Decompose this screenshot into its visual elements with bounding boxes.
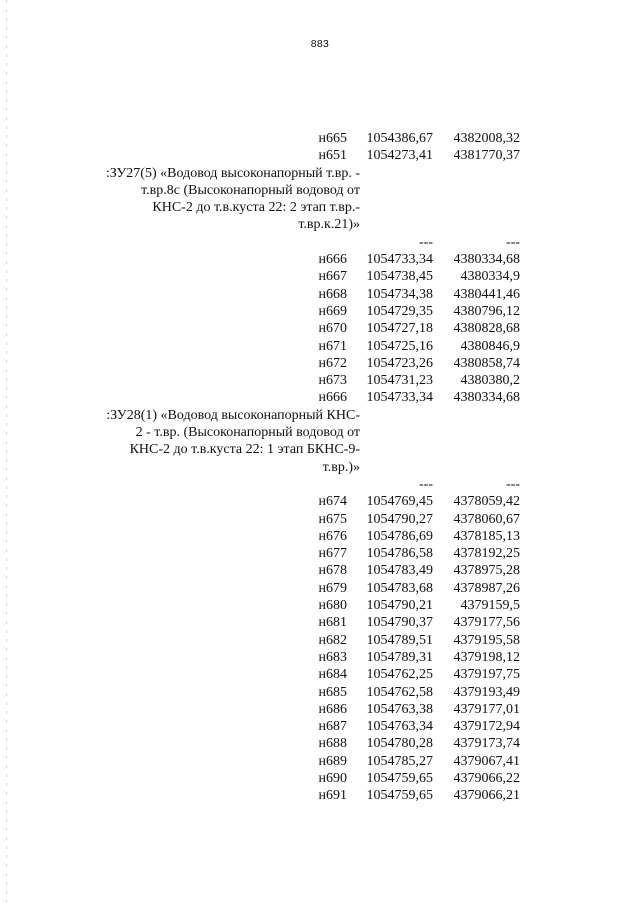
y-coordinate: 4378192,25	[453, 546, 520, 562]
coordinate-row	[60, 562, 520, 579]
separator-row	[60, 476, 520, 493]
y-coordinate: 4379193,49	[453, 684, 520, 700]
y-coordinate: 4379066,22	[453, 770, 520, 786]
y-coordinate: 4380441,46	[453, 286, 520, 302]
x-coordinate: 1054783,68	[366, 580, 433, 596]
point-id: н676	[318, 528, 347, 544]
point-id: н672	[318, 355, 347, 371]
coordinate-row	[60, 666, 520, 683]
x-coordinate: 1054790,21	[366, 598, 433, 614]
x-coordinate: 1054273,41	[366, 148, 433, 164]
coordinate-row	[60, 303, 520, 320]
coordinate-row	[60, 580, 520, 597]
section-title-line: т.вр.к.21)»	[298, 217, 360, 233]
coordinate-row	[60, 147, 520, 164]
x-coordinate: 1054727,18	[366, 321, 433, 337]
separator-row	[60, 234, 520, 251]
point-id: н674	[318, 494, 347, 510]
y-coordinate: 4378185,13	[453, 528, 520, 544]
section-title-line: т.вр.)»	[322, 459, 360, 475]
coordinate-row	[60, 389, 520, 406]
x-coordinate: 1054733,34	[366, 252, 433, 268]
x-coordinate: 1054763,38	[366, 701, 433, 717]
y-coordinate: ---	[506, 476, 520, 492]
coordinate-row	[60, 372, 520, 389]
coordinate-row	[60, 718, 520, 735]
y-coordinate: 4380858,74	[453, 355, 520, 371]
section-title-line: КНС-2 до т.в.куста 22: 1 этап БКНС-9-	[129, 442, 360, 458]
y-coordinate: 4380828,68	[453, 321, 520, 337]
point-id: н651	[318, 148, 347, 164]
coordinate-row	[60, 268, 520, 285]
section-title-line: 2 - т.вр. (Высоконапорный водовод от	[135, 425, 360, 441]
y-coordinate: 4378060,67	[453, 511, 520, 527]
coordinate-row	[60, 286, 520, 303]
x-coordinate: 1054786,58	[366, 546, 433, 562]
point-id: н669	[318, 303, 347, 319]
x-coordinate: 1054734,38	[366, 286, 433, 302]
point-id: н667	[318, 269, 347, 285]
point-id: н671	[318, 338, 347, 354]
section-title-line: :ЗУ28(1) «Водовод высоконапорный КНС-	[106, 407, 360, 423]
y-coordinate: 4381770,37	[453, 148, 520, 164]
x-coordinate: 1054762,25	[366, 667, 433, 683]
coordinates-list	[60, 130, 520, 805]
point-id: н680	[318, 598, 347, 614]
y-coordinate: 4379198,12	[453, 649, 520, 665]
y-coordinate: 4379195,58	[453, 632, 520, 648]
x-coordinate: 1054769,45	[366, 494, 433, 510]
coordinate-row	[60, 597, 520, 614]
coordinate-row	[60, 787, 520, 804]
x-coordinate: 1054789,31	[366, 649, 433, 665]
coordinate-row	[60, 320, 520, 337]
point-id: н682	[318, 632, 347, 648]
coordinate-row	[60, 338, 520, 355]
x-coordinate: 1054762,58	[366, 684, 433, 700]
x-coordinate: ---	[419, 476, 433, 492]
coordinate-row	[60, 511, 520, 528]
y-coordinate: 4379177,56	[453, 615, 520, 631]
y-coordinate: 4380334,9	[460, 269, 520, 285]
x-coordinate: 1054723,26	[366, 355, 433, 371]
coordinate-row	[60, 632, 520, 649]
coordinate-row	[60, 251, 520, 268]
x-coordinate: 1054733,34	[366, 390, 433, 406]
point-id: н686	[318, 701, 347, 717]
y-coordinate: 4379197,75	[453, 667, 520, 683]
point-id: н689	[318, 753, 347, 769]
x-coordinate: 1054789,51	[366, 632, 433, 648]
x-coordinate: 1054759,65	[366, 770, 433, 786]
point-id: н678	[318, 563, 347, 579]
y-coordinate: 4380334,68	[453, 390, 520, 406]
y-coordinate: 4378987,26	[453, 580, 520, 596]
point-id: н665	[318, 131, 347, 146]
point-id: н688	[318, 736, 347, 752]
coordinate-row	[60, 753, 520, 770]
x-coordinate: 1054731,23	[366, 373, 433, 389]
page-number: 883	[310, 38, 330, 50]
point-id: н673	[318, 373, 347, 389]
x-coordinate: 1054729,35	[366, 303, 433, 319]
y-coordinate: 4378059,42	[453, 494, 520, 510]
x-coordinate: 1054790,27	[366, 511, 433, 527]
x-coordinate: 1054780,28	[366, 736, 433, 752]
y-coordinate: 4378975,28	[453, 563, 520, 579]
x-coordinate: 1054786,69	[366, 528, 433, 544]
point-id: н668	[318, 286, 347, 302]
y-coordinate: 4379159,5	[460, 598, 520, 614]
y-coordinate: 4380846,9	[460, 338, 520, 354]
x-coordinate: 1054725,16	[366, 338, 433, 354]
x-coordinate: 1054783,49	[366, 563, 433, 579]
y-coordinate: 4382008,32	[453, 131, 520, 146]
y-coordinate: 4379066,21	[453, 788, 520, 804]
coordinate-row	[60, 701, 520, 718]
coordinate-row	[60, 735, 520, 752]
point-id: н683	[318, 649, 347, 665]
y-coordinate: 4380334,68	[453, 252, 520, 268]
x-coordinate: 1054785,27	[366, 753, 433, 769]
section-title-line: КНС-2 до т.в.куста 22: 2 этап т.вр.-	[152, 200, 360, 216]
x-coordinate: 1054386,67	[366, 131, 433, 146]
coordinate-row	[60, 770, 520, 787]
section-title-line: :ЗУ27(5) «Водовод высоконапорный т.вр. -	[105, 165, 360, 181]
y-coordinate: 4380380,2	[460, 373, 520, 389]
x-coordinate: 1054738,45	[366, 269, 433, 285]
y-coordinate: ---	[506, 234, 520, 250]
x-coordinate: 1054790,37	[366, 615, 433, 631]
section-title-line: т.вр.8с (Высоконапорный водовод от	[141, 182, 360, 198]
point-id: н666	[318, 390, 347, 406]
coordinate-row	[60, 545, 520, 562]
x-coordinate: 1054759,65	[366, 788, 433, 804]
coordinate-row	[60, 614, 520, 631]
coordinate-row	[60, 493, 520, 510]
scan-edge-line	[6, 0, 7, 905]
y-coordinate: 4379173,74	[453, 736, 520, 752]
point-id: н687	[318, 719, 347, 735]
x-coordinate: 1054763,34	[366, 719, 433, 735]
point-id	[60, 234, 347, 251]
coordinate-row	[60, 130, 520, 147]
coordinate-row	[60, 684, 520, 701]
coordinate-row	[60, 649, 520, 666]
point-id: н675	[318, 511, 347, 527]
point-id: н679	[318, 580, 347, 596]
x-coordinate: ---	[419, 234, 433, 250]
y-coordinate: 4380796,12	[453, 303, 520, 319]
point-id: н691	[318, 788, 347, 804]
point-id: н670	[318, 321, 347, 337]
y-coordinate: 4379177,01	[453, 701, 520, 717]
y-coordinate: 4379172,94	[453, 719, 520, 735]
point-id: н690	[318, 770, 347, 786]
point-id: н681	[318, 615, 347, 631]
point-id	[60, 476, 347, 493]
y-coordinate: 4379067,41	[453, 753, 520, 769]
point-id: н684	[318, 667, 347, 683]
point-id: н685	[318, 684, 347, 700]
coordinate-row	[60, 528, 520, 545]
point-id: н666	[318, 252, 347, 268]
coordinate-row	[60, 355, 520, 372]
point-id: н677	[318, 546, 347, 562]
